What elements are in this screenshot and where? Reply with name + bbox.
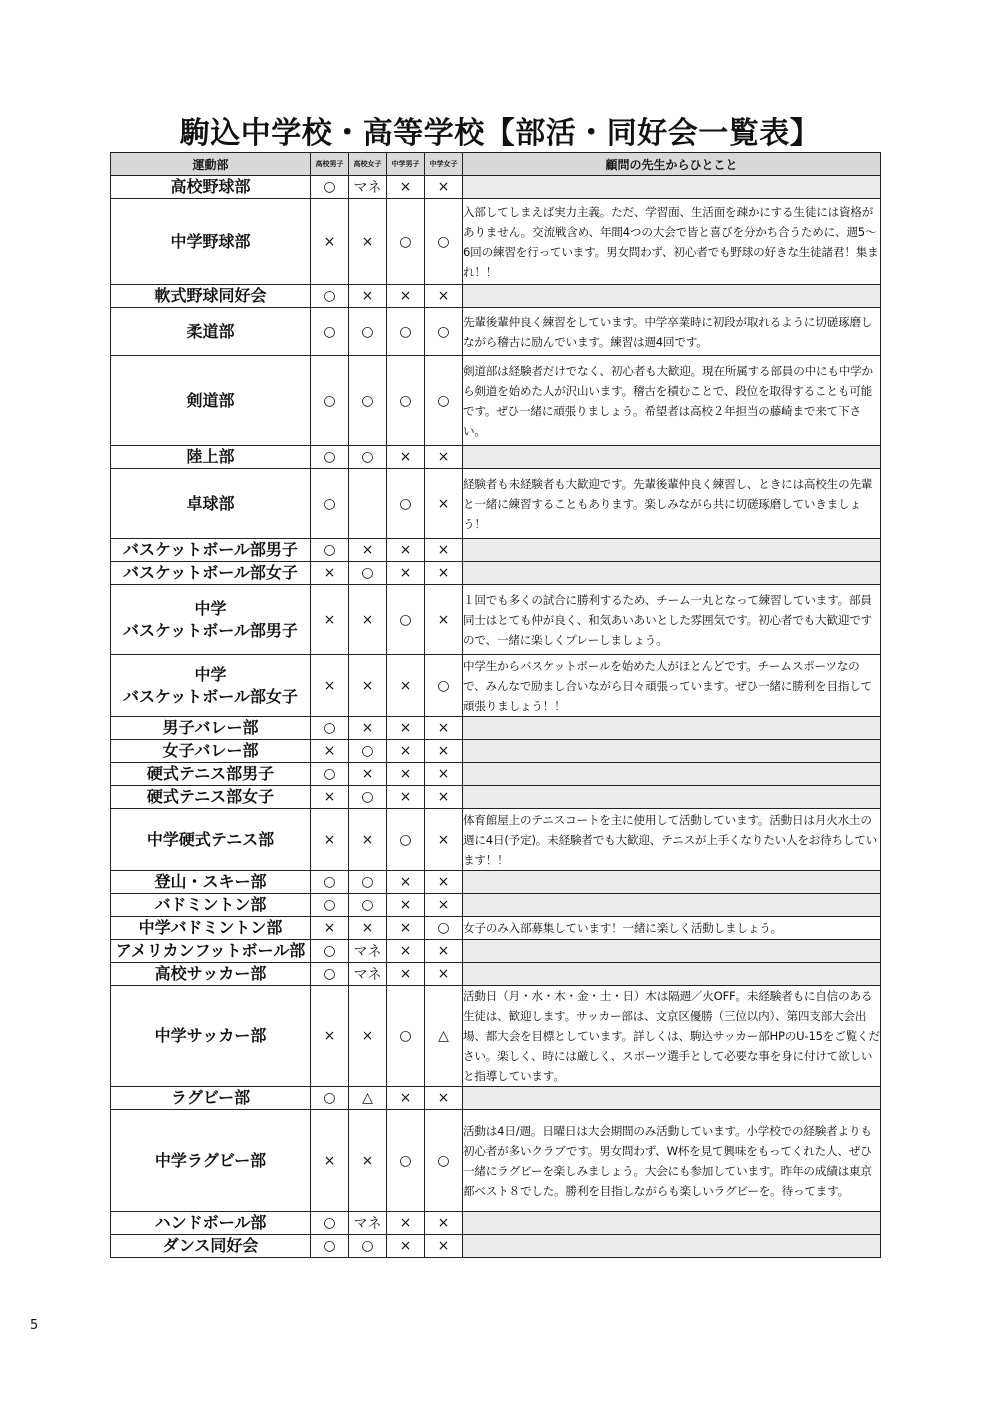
- club-name: [111, 809, 311, 871]
- mark-jh-girls: ○: [425, 917, 463, 940]
- table-row: [111, 469, 881, 539]
- mark-jh-boys: ×: [387, 1212, 425, 1235]
- mark-hs-boys: ○: [311, 963, 349, 986]
- mark-hs-girls: ×: [349, 763, 387, 786]
- club-list-table: [110, 152, 881, 1258]
- club-name-line: 中学サッカー部: [154, 1026, 267, 1046]
- mark-jh-girls: ×: [425, 446, 463, 469]
- club-name: [111, 1212, 311, 1235]
- club-name-line: 柔道部: [186, 321, 235, 341]
- mark-jh-boys: ×: [387, 871, 425, 894]
- mark-hs-girls: ○: [349, 356, 387, 446]
- advisor-comment: 先輩後輩仲良く練習をしています。中学卒業時に初段が取れるように切磋琢磨しながら稽古に励んでいます。練習は週4回です。: [463, 308, 881, 356]
- header-jh-girls: 中学女子: [425, 153, 463, 176]
- table-row: [111, 986, 881, 1087]
- club-name: [111, 469, 311, 539]
- mark-hs-boys: ×: [311, 585, 349, 655]
- table-row: [111, 763, 881, 786]
- mark-jh-girls: ×: [425, 763, 463, 786]
- mark-hs-girls: ○: [349, 446, 387, 469]
- club-name: [111, 740, 311, 763]
- club-name: [111, 917, 311, 940]
- mark-hs-girls: ○: [349, 740, 387, 763]
- advisor-comment: [463, 717, 881, 740]
- advisor-comment: 剣道部は経験者だけでなく、初心者も大歓迎。現在所属する部員の中にも中学から剣道を始めた人が沢山います。稽古を積むことで、段位を取得することも可能です。ぜひ一緒に頑張りましょう。希望者は高校２年担当の藤崎まで来て下さい。: [463, 356, 881, 446]
- advisor-comment: [463, 285, 881, 308]
- mark-jh-boys: ○: [387, 809, 425, 871]
- mark-hs-girls: ×: [349, 199, 387, 285]
- mark-hs-girls: ×: [349, 655, 387, 717]
- club-name: [111, 986, 311, 1087]
- header-comment: 顧問の先生からひとこと: [463, 153, 881, 176]
- advisor-comment: [463, 1212, 881, 1235]
- table-row: [111, 786, 881, 809]
- club-name: [111, 763, 311, 786]
- header-hs-boys: 高校男子: [311, 153, 349, 176]
- mark-jh-girls: ○: [425, 199, 463, 285]
- table-row: [111, 940, 881, 963]
- advisor-comment: [463, 940, 881, 963]
- table-row: [111, 655, 881, 717]
- mark-hs-boys: ○: [311, 717, 349, 740]
- mark-jh-boys: ×: [387, 446, 425, 469]
- club-name-line: 中学: [194, 598, 227, 618]
- advisor-comment: [463, 539, 881, 562]
- mark-jh-boys: ○: [387, 308, 425, 356]
- advisor-comment: 経験者も未経験者も大歓迎です。先輩後輩仲良く練習し、ときには高校生の先輩と一緒に練習することもあります。楽しみながら共に切磋琢磨していきましょう！: [463, 469, 881, 539]
- mark-hs-boys: ○: [311, 1235, 349, 1258]
- mark-jh-girls: ○: [425, 308, 463, 356]
- table-row: [111, 308, 881, 356]
- mark-hs-boys: ○: [311, 1212, 349, 1235]
- club-name: [111, 786, 311, 809]
- club-name-line: 高校サッカー部: [154, 964, 267, 984]
- mark-hs-boys: ×: [311, 1110, 349, 1212]
- mark-hs-boys: ○: [311, 539, 349, 562]
- club-name-line: 中学: [194, 664, 227, 684]
- mark-hs-girls: ×: [349, 585, 387, 655]
- mark-jh-girls: ×: [425, 285, 463, 308]
- header-jh-boys: 中学男子: [387, 153, 425, 176]
- advisor-comment: [463, 1087, 881, 1110]
- club-name-line: バスケットボール部女子: [123, 563, 298, 583]
- mark-jh-girls: ×: [425, 1087, 463, 1110]
- table-row: [111, 963, 881, 986]
- mark-hs-boys: ×: [311, 562, 349, 585]
- club-name-line: 中学野球部: [170, 231, 251, 251]
- advisor-comment: 活動は4日/週。日曜日は大会期間のみ活動しています。小学校での経験者よりも初心者が多いクラブです。男女問わず、W杯を見て興味をもってくれた人、ぜひ一緒にラグビーを楽しみましょう。大会にも参加しています。昨年の成績は東京都ベスト８でした。勝利を目指しながらも楽しいラグビーを。待ってます。: [463, 1110, 881, 1212]
- mark-hs-girls: ×: [349, 986, 387, 1087]
- mark-hs-girls: [349, 469, 387, 539]
- club-name-line: 男子バレー部: [162, 718, 259, 738]
- mark-jh-girls: ×: [425, 871, 463, 894]
- mark-jh-boys: ○: [387, 356, 425, 446]
- mark-jh-boys: ×: [387, 539, 425, 562]
- club-name-line: 剣道部: [186, 390, 235, 410]
- table-row: [111, 809, 881, 871]
- mark-jh-boys: ○: [387, 986, 425, 1087]
- club-name: [111, 446, 311, 469]
- advisor-comment: １回でも多くの試合に勝利するため、チーム一丸となって練習しています。部員同士はとても仲が良く、和気あいあいとした雰囲気です。初心者でも大歓迎ですので、一緒に楽しくプレーしましょう。: [463, 585, 881, 655]
- mark-hs-girls: ×: [349, 809, 387, 871]
- table-row: [111, 1212, 881, 1235]
- club-name-line: 中学ラグビー部: [154, 1150, 267, 1170]
- mark-jh-boys: ×: [387, 963, 425, 986]
- club-name: [111, 655, 311, 717]
- header-hs-girls: 高校女子: [349, 153, 387, 176]
- mark-hs-boys: ×: [311, 917, 349, 940]
- mark-jh-girls: ×: [425, 894, 463, 917]
- header-club: 運動部: [111, 153, 311, 176]
- advisor-comment: 中学生からバスケットボールを始めた人がほとんどです。チームスポーツなので、みんなで励まし合いながら日々頑張っています。ぜひ一緒に勝利を目指して頑張りましょう！！: [463, 655, 881, 717]
- club-name: [111, 356, 311, 446]
- mark-jh-girls: ○: [425, 655, 463, 717]
- table-row: [111, 199, 881, 285]
- table-row: [111, 894, 881, 917]
- club-name-line: バスケットボール部女子: [123, 686, 298, 706]
- mark-hs-girls: △: [349, 1087, 387, 1110]
- club-name-line: 女子バレー部: [162, 741, 259, 761]
- mark-hs-girls: ×: [349, 717, 387, 740]
- advisor-comment: [463, 176, 881, 199]
- mark-hs-boys: ○: [311, 469, 349, 539]
- mark-hs-boys: ○: [311, 763, 349, 786]
- mark-jh-boys: ×: [387, 786, 425, 809]
- mark-jh-boys: ×: [387, 562, 425, 585]
- club-name-line: バドミントン部: [154, 895, 267, 915]
- mark-hs-boys: ○: [311, 871, 349, 894]
- club-name: [111, 963, 311, 986]
- table-row: [111, 562, 881, 585]
- mark-hs-boys: ○: [311, 308, 349, 356]
- mark-hs-boys: ×: [311, 786, 349, 809]
- mark-jh-boys: ○: [387, 585, 425, 655]
- mark-jh-girls: ×: [425, 176, 463, 199]
- mark-hs-boys: ○: [311, 356, 349, 446]
- club-name: [111, 1087, 311, 1110]
- club-name-line: 卓球部: [186, 493, 235, 513]
- mark-jh-girls: ×: [425, 469, 463, 539]
- mark-jh-boys: ×: [387, 940, 425, 963]
- club-name-line: 硬式テニス部男子: [146, 764, 275, 784]
- club-name: [111, 1235, 311, 1258]
- page-title: 駒込中学校・高等学校【部活・同好会一覧表】: [179, 116, 821, 151]
- advisor-comment: 体育館屋上のテニスコートを主に使用して活動しています。活動日は月火水土の週に4日(予定)。未経験者でも大歓迎、テニスが上手くなりたい人をお待ちしています！！: [463, 809, 881, 871]
- club-name: [111, 894, 311, 917]
- club-name: [111, 940, 311, 963]
- mark-hs-girls: ○: [349, 562, 387, 585]
- mark-hs-girls: マネ: [349, 963, 387, 986]
- advisor-comment: 女子のみ入部募集しています！一緒に楽しく活動しましょう。: [463, 917, 881, 940]
- club-name: [111, 176, 311, 199]
- mark-hs-girls: マネ: [349, 176, 387, 199]
- mark-hs-girls: ○: [349, 308, 387, 356]
- club-name-line: 陸上部: [186, 447, 235, 467]
- advisor-comment: [463, 1235, 881, 1258]
- mark-jh-boys: ×: [387, 717, 425, 740]
- club-name: [111, 1110, 311, 1212]
- club-name: [111, 717, 311, 740]
- mark-hs-boys: ○: [311, 894, 349, 917]
- table-row: [111, 176, 881, 199]
- table-row: [111, 446, 881, 469]
- page-number: 5: [30, 1318, 39, 1333]
- mark-jh-boys: ×: [387, 285, 425, 308]
- table-header-row: [111, 153, 881, 176]
- mark-hs-girls: ○: [349, 871, 387, 894]
- advisor-comment: 活動日（月・水・木・金・土・日）木は隔週／火OFF。未経験者もに自信のある生徒は、歓迎します。サッカー部は、文京区優勝（三位以内）、第四支部大会出場、都大会を目標としています。詳しくは、駒込サッカー部HPのU-15をご覧ください。楽しく、時には厳しく、スポーツ選手として必要な事を身に付けて欲しいと指導しています。: [463, 986, 881, 1087]
- mark-hs-girls: ○: [349, 786, 387, 809]
- advisor-comment: [463, 446, 881, 469]
- club-name: [111, 285, 311, 308]
- table-row: [111, 740, 881, 763]
- club-name: [111, 562, 311, 585]
- club-name-line: ラグビー部: [170, 1088, 251, 1108]
- table-row: [111, 356, 881, 446]
- advisor-comment: [463, 740, 881, 763]
- club-name: [111, 539, 311, 562]
- advisor-comment: [463, 562, 881, 585]
- club-name: [111, 585, 311, 655]
- table-row: [111, 1087, 881, 1110]
- table-row: [111, 585, 881, 655]
- club-name-line: 高校野球部: [170, 177, 251, 197]
- club-name-line: 硬式テニス部女子: [146, 787, 275, 807]
- mark-jh-boys: ○: [387, 1110, 425, 1212]
- club-name-line: 軟式野球同好会: [154, 286, 267, 306]
- club-name: [111, 308, 311, 356]
- table-row: [111, 917, 881, 940]
- club-name-line: 登山・スキー部: [154, 872, 267, 892]
- mark-jh-boys: ×: [387, 894, 425, 917]
- table-row: [111, 717, 881, 740]
- mark-hs-girls: マネ: [349, 1212, 387, 1235]
- mark-jh-girls: ×: [425, 539, 463, 562]
- mark-hs-girls: ×: [349, 285, 387, 308]
- mark-jh-boys: ×: [387, 655, 425, 717]
- table-row: [111, 1235, 881, 1258]
- club-name-line: バスケットボール部男子: [123, 540, 298, 560]
- advisor-comment: [463, 763, 881, 786]
- mark-jh-boys: ×: [387, 1235, 425, 1258]
- club-name-line: ハンドボール部: [154, 1213, 267, 1233]
- table-row: [111, 285, 881, 308]
- advisor-comment: 入部してしまえば実力主義。ただ、学習面、生活面を疎かにする生徒には資格がありません。交流戦含め、年間4つの大会で皆と喜びを分かち合うために、週5～6回の練習を行っています。男女問わず、初心者でも野球の好きな生徒諸君！集まれ！！: [463, 199, 881, 285]
- advisor-comment: [463, 871, 881, 894]
- mark-jh-girls: △: [425, 986, 463, 1087]
- mark-jh-girls: ×: [425, 740, 463, 763]
- club-name-line: アメリカンフットボール部: [115, 941, 306, 961]
- mark-jh-girls: ×: [425, 562, 463, 585]
- mark-hs-girls: ○: [349, 1235, 387, 1258]
- mark-hs-boys: ○: [311, 1087, 349, 1110]
- mark-jh-boys: ×: [387, 1087, 425, 1110]
- mark-jh-girls: ×: [425, 963, 463, 986]
- mark-jh-boys: ×: [387, 763, 425, 786]
- mark-jh-boys: ×: [387, 917, 425, 940]
- mark-jh-girls: ×: [425, 585, 463, 655]
- mark-hs-girls: ×: [349, 917, 387, 940]
- table-row: [111, 1110, 881, 1212]
- table-row: [111, 539, 881, 562]
- mark-jh-girls: ×: [425, 809, 463, 871]
- mark-jh-girls: ×: [425, 1235, 463, 1258]
- mark-jh-girls: ×: [425, 940, 463, 963]
- mark-jh-girls: ○: [425, 356, 463, 446]
- mark-hs-boys: ×: [311, 986, 349, 1087]
- mark-hs-boys: ○: [311, 176, 349, 199]
- club-name-line: バスケットボール部男子: [123, 620, 298, 640]
- club-name-line: 中学バドミントン部: [138, 918, 283, 938]
- club-name-line: 中学硬式テニス部: [146, 829, 275, 849]
- club-name-line: ダンス同好会: [162, 1236, 259, 1256]
- mark-hs-boys: ×: [311, 809, 349, 871]
- advisor-comment: [463, 894, 881, 917]
- mark-jh-girls: ×: [425, 1212, 463, 1235]
- table-row: [111, 871, 881, 894]
- mark-hs-boys: ○: [311, 446, 349, 469]
- mark-hs-girls: マネ: [349, 940, 387, 963]
- mark-hs-boys: ×: [311, 199, 349, 285]
- advisor-comment: [463, 786, 881, 809]
- mark-jh-boys: ×: [387, 740, 425, 763]
- mark-jh-girls: ×: [425, 717, 463, 740]
- mark-hs-boys: ×: [311, 655, 349, 717]
- club-name: [111, 199, 311, 285]
- mark-jh-girls: ×: [425, 786, 463, 809]
- mark-hs-boys: ×: [311, 740, 349, 763]
- mark-jh-boys: ×: [387, 176, 425, 199]
- club-name: [111, 871, 311, 894]
- mark-hs-boys: ○: [311, 940, 349, 963]
- mark-jh-boys: ○: [387, 199, 425, 285]
- mark-jh-boys: ○: [387, 469, 425, 539]
- mark-hs-girls: ×: [349, 539, 387, 562]
- mark-jh-girls: ○: [425, 1110, 463, 1212]
- mark-hs-girls: ×: [349, 1110, 387, 1212]
- mark-hs-girls: ○: [349, 894, 387, 917]
- advisor-comment: [463, 963, 881, 986]
- mark-hs-boys: ○: [311, 285, 349, 308]
